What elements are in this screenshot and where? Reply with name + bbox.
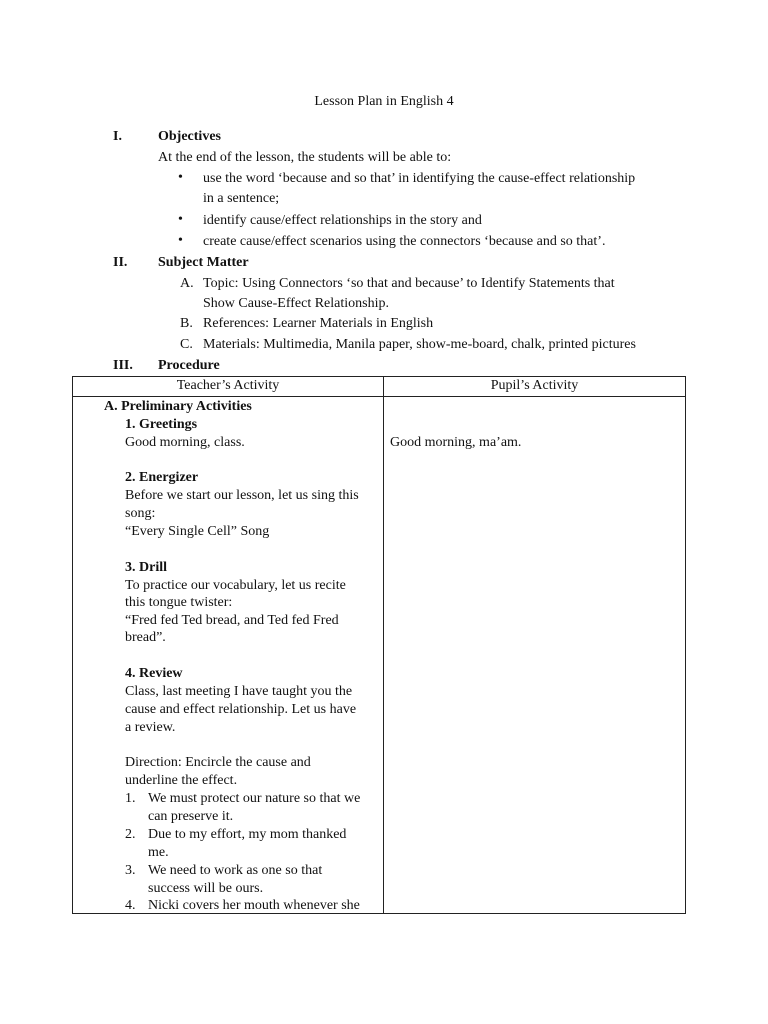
exercise-text: can preserve it.	[148, 809, 234, 824]
item-text: Topic: Using Connectors ‘so that and because’ to Identify Statements that	[203, 276, 615, 291]
objectives-intro: At the end of the lesson, the students will be able to:	[158, 150, 452, 165]
bullet-icon: •	[178, 212, 183, 227]
drill-text: “Fred fed Ted bread, and Ted fed Fred	[125, 613, 339, 628]
exercise-number: 1.	[125, 791, 136, 806]
procedure-table	[72, 376, 686, 914]
item-text: Materials: Multimedia, Manila paper, show-me-board, chalk, printed pictures	[203, 337, 636, 352]
item-text: References: Learner Materials in English	[203, 316, 434, 331]
pupil-activity-cell	[384, 397, 686, 914]
item-letter: C.	[180, 337, 193, 352]
subject-item-cont: Show Cause-Effect Relationship.	[203, 296, 389, 311]
section-subject-matter-heading	[113, 254, 249, 271]
table-header-pupil: Pupil’s Activity	[384, 377, 686, 397]
energizer-text: Before we start our lesson, let us sing this	[125, 488, 359, 503]
drill-text: bread”.	[125, 630, 166, 645]
greetings-text: Good morning, class.	[125, 435, 245, 450]
exercise-text: success will be ours.	[148, 881, 264, 896]
drill-text: To practice our vocabulary, let us recite	[125, 578, 346, 593]
section-title: Subject Matter	[158, 255, 249, 270]
review-text: cause and effect relationship. Let us have	[125, 702, 357, 717]
exercise-text: me.	[148, 845, 169, 860]
bullet-icon: •	[178, 233, 183, 248]
teacher-activity-cell	[73, 397, 384, 914]
greetings-heading: 1. Greetings	[125, 417, 198, 432]
exercise-number: 3.	[125, 863, 136, 878]
exercise-text: Nicki covers her mouth whenever she	[148, 898, 360, 913]
review-text: a review.	[125, 720, 176, 735]
section-objectives-heading	[113, 128, 221, 145]
section-number: I.	[113, 129, 122, 144]
drill-text: this tongue twister:	[125, 595, 233, 610]
review-text: Class, last meeting I have taught you the	[125, 684, 353, 699]
exercise-text: Due to my effort, my mom thanked	[148, 827, 347, 842]
direction-text: underline the effect.	[125, 773, 238, 788]
energizer-text: “Every Single Cell” Song	[125, 524, 270, 539]
exercise-text: We need to work as one so that	[148, 863, 323, 878]
subject-item	[180, 315, 433, 332]
preliminary-heading: A. Preliminary Activities	[104, 399, 252, 414]
subject-item	[180, 336, 636, 353]
section-title: Procedure	[158, 358, 220, 373]
bullet-icon: •	[178, 170, 183, 185]
item-letter: A.	[180, 276, 194, 291]
objective-item: identify cause/effect relationships in the story and	[203, 213, 482, 228]
objective-item-cont: in a sentence;	[203, 191, 280, 206]
exercise-number: 2.	[125, 827, 136, 842]
table-header-teacher: Teacher’s Activity	[73, 377, 384, 397]
direction-text: Direction: Encircle the cause and	[125, 755, 311, 770]
item-letter: B.	[180, 316, 193, 331]
energizer-heading: 2. Energizer	[125, 470, 199, 485]
table-row	[73, 397, 686, 914]
exercise-text: We must protect our nature so that we	[148, 791, 361, 806]
exercise-number: 4.	[125, 898, 136, 913]
document-title: Lesson Plan in English 4	[314, 94, 454, 109]
review-heading: 4. Review	[125, 666, 183, 681]
energizer-text: song:	[125, 506, 156, 521]
pupil-greeting-reply: Good morning, ma’am.	[390, 435, 522, 450]
section-procedure-heading	[113, 357, 220, 374]
objective-item: use the word ‘because and so that’ in identifying the cause-effect relationship	[203, 171, 636, 186]
section-number: II.	[113, 255, 128, 270]
objective-item: create cause/effect scenarios using the connectors ‘because and so that’.	[203, 234, 606, 249]
drill-heading: 3. Drill	[125, 560, 167, 575]
table-header-row	[73, 377, 686, 397]
section-number: III.	[113, 358, 133, 373]
subject-item	[180, 275, 615, 292]
section-title: Objectives	[158, 129, 221, 144]
